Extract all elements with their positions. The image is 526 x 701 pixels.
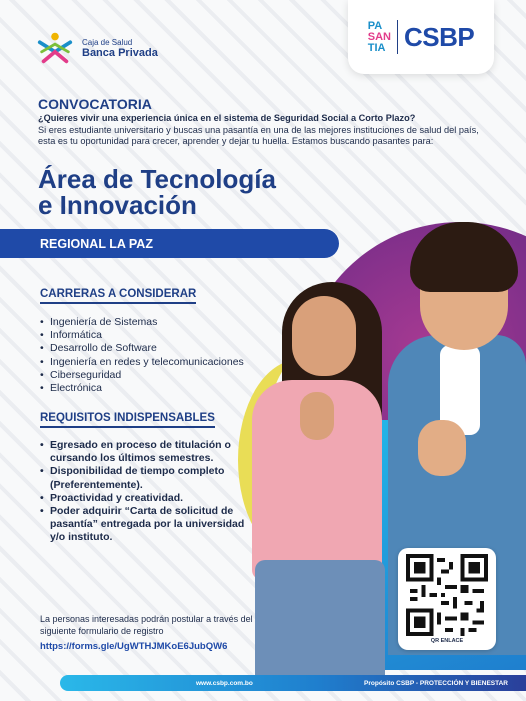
pasantia-csbp-badge <box>348 0 494 74</box>
carreras-list <box>40 316 244 395</box>
carreras-title: CARRERAS A CONSIDERAR <box>40 288 196 304</box>
intro-body: Si eres estudiante universitario y buscas una pasantía en una de las mejores instituciones de salud del país, esta es tu oportunidad para crecer, aprender y dejar tu huella. Estamos buscando pasantes para: <box>38 124 479 146</box>
list-item: • Desarrollo de Software <box>40 342 244 355</box>
pasantia-part-3: TIA <box>367 41 386 54</box>
badge-separator <box>397 20 398 54</box>
logo-mark-icon <box>36 29 74 67</box>
list-item: • Informática <box>40 329 244 342</box>
headline-line1: Área de Tecnología <box>38 164 276 194</box>
list-item: • Proactividad y creatividad. <box>40 492 250 505</box>
footer-bar <box>60 675 526 691</box>
list-item: • Electrónica <box>40 382 244 395</box>
qr-code-icon[interactable] <box>406 554 488 636</box>
regional-banner: REGIONAL LA PAZ <box>0 229 339 258</box>
logo-line2: Banca Privada <box>82 46 158 59</box>
intro-question: ¿Quieres vivir una experiencia única en el sistema de Seguridad Social a Corto Plazo? <box>38 113 416 123</box>
requisitos-title: REQUISITOS INDISPENSABLES <box>40 412 215 428</box>
convocatoria-title: CONVOCATORIA <box>38 96 152 112</box>
qr-card[interactable] <box>398 548 496 650</box>
list-item: • Ciberseguridad <box>40 369 244 382</box>
headline <box>38 166 276 218</box>
footer-website[interactable]: www.csbp.com.bo <box>196 679 253 687</box>
pasantia-stack <box>368 21 391 54</box>
badge-brand: CSBP <box>403 21 475 52</box>
woman-photo-jeans <box>255 560 385 675</box>
qr-label: QR ENLACE <box>430 638 464 644</box>
woman-photo-pointing-hand <box>300 392 334 440</box>
pasantia-part-1: PA <box>367 19 383 32</box>
list-item: • Egresado en proceso de titulación o cursando los últimos semestres. <box>40 439 250 465</box>
form-link[interactable]: https://forms.gle/UgWTHJMKoE6JubQW6 <box>40 641 228 652</box>
footer-tagline: Propósito CSBP - PROTECCIÓN Y BIENESTAR <box>364 679 508 687</box>
list-item: • Ingeniería en redes y telecomunicaciones <box>40 356 244 369</box>
list-item: • Disponibilidad de tiempo completo (Preferentemente). <box>40 465 250 491</box>
postular-text: La personas interesadas podrán postular a través del siguiente formulario de registro <box>40 614 253 636</box>
requisitos-list <box>40 439 250 545</box>
intro-text <box>38 113 498 148</box>
list-item: • Ingeniería de Sistemas <box>40 316 244 329</box>
woman-photo-face <box>292 296 356 376</box>
man-photo-pointing-hand <box>418 420 466 476</box>
list-item: • Poder adquirir “Carta de solicitud de pasantía” entregada por la universidad y/o instituto. <box>40 505 250 545</box>
logo-line1: Caja de Salud <box>82 37 133 47</box>
logo-caja-de-salud <box>36 26 186 70</box>
headline-line2: e Innovación <box>38 190 197 220</box>
pasantia-part-2: SAN <box>367 30 391 43</box>
